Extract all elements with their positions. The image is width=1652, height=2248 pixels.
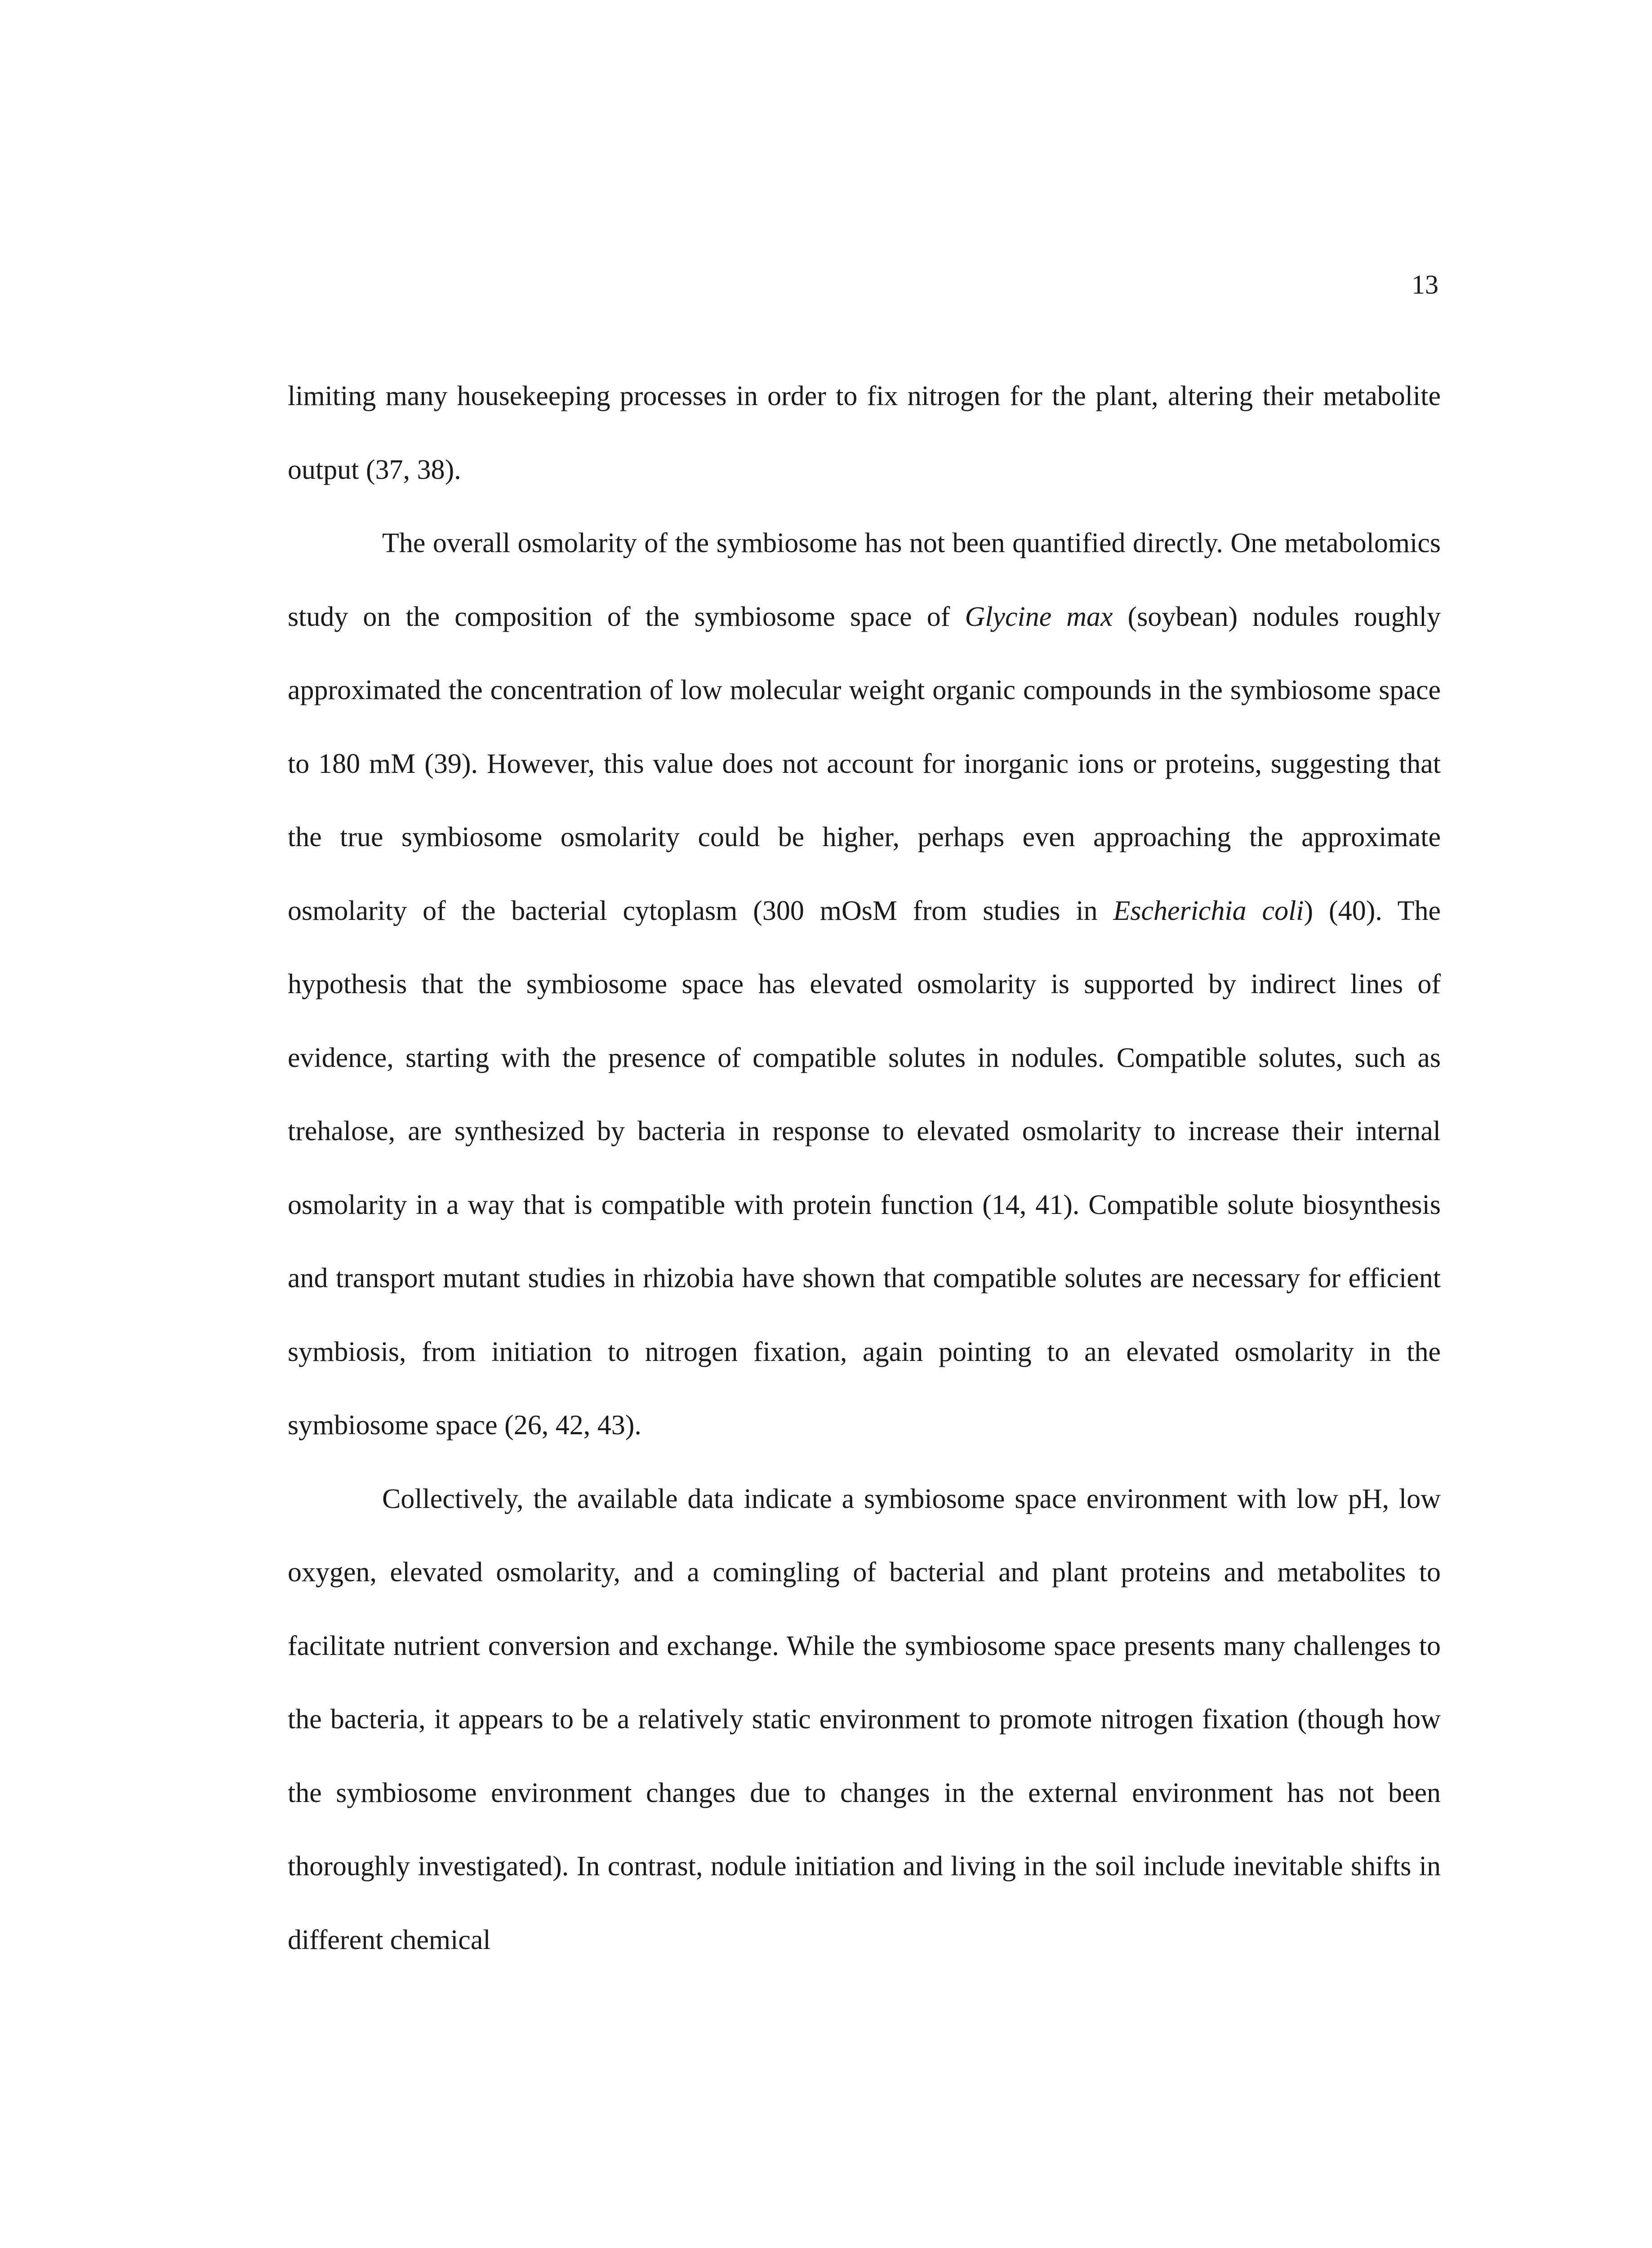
paragraph-text: ) (40). The hypothesis that the symbiosome space has elevated osmolarity is supported by indirect lines of evidence, starting with the presence of compatible solutes in nodules. Compatible solutes, such as trehalose, are synthesized by bacteria in response to elevated osmolarity to increase their internal osmolarity in a way that is compatible with protein function (14, 41). Compatible solute biosynthesis and transport mutant studies in rhizobia have shown that compatible solutes are necessary for efficient symbiosis, from initiation to nitrogen fixation, again pointing to an elevated osmolarity in the symbiosome space (26, 42, 43).: [288, 895, 1441, 1441]
species-name: Glycine max: [965, 601, 1113, 632]
body-text: [288, 360, 1441, 1977]
page-number: 13: [1412, 270, 1438, 299]
paragraph-text: (soybean) nodules roughly approximated the concentration of low molecular weight organic compounds in the symbiosome space to 180 mM (39). However, this value does not account for inorganic ions or proteins, suggesting that the true symbiosome osmolarity could be higher, perhaps even approaching the approximate osmolarity of the bacterial cytoplasm (300 mOsM from studies in: [288, 601, 1441, 926]
paragraph-text: Collectively, the available data indicate a symbiosome space environment with low pH, low oxygen, elevated osmolarity, and a comingling of bacterial and plant proteins and metabolites to facilitate nutrient conversion and exchange. While the symbiosome space presents many challenges to the bacteria, it appears to be a relatively static environment to promote nitrogen fixation (though how the symbiosome environment changes due to changes in the external environment has not been thoroughly investigated). In contrast, nodule initiation and living in the soil include inevitable shifts in different chemical: [288, 1483, 1441, 1955]
paragraph: [288, 1463, 1441, 1977]
paragraph: [288, 360, 1441, 507]
paragraph-text: limiting many housekeeping processes in order to fix nitrogen for the plant, altering their metabolite output (37, 38).: [288, 381, 1441, 485]
paragraph-text: The overall osmolarity of the symbiosome has not been quantified directly. One metabolomics study on the composition of the symbiosome space of: [288, 528, 1441, 632]
paragraph: [288, 507, 1441, 1463]
species-name: Escherichia coli: [1113, 895, 1304, 926]
